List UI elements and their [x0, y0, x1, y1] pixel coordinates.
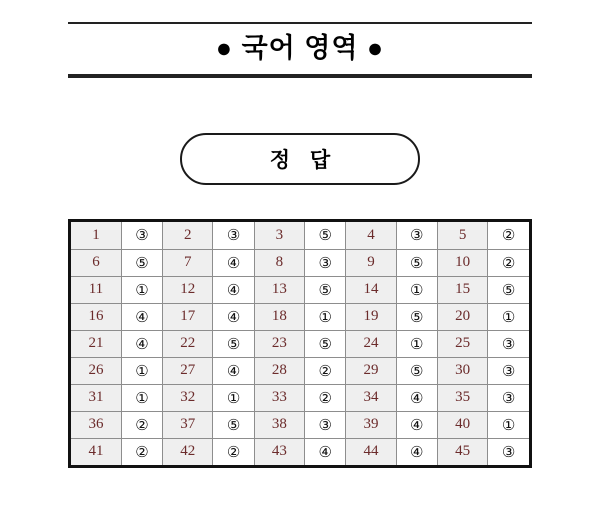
question-number-cell: 16 — [71, 303, 121, 330]
answer-value-cell: ④ — [213, 303, 254, 330]
table-row — [71, 330, 529, 357]
answer-value-cell: ⑤ — [213, 411, 254, 438]
answer-value-cell: ⑤ — [305, 330, 346, 357]
answer-value-cell: ③ — [121, 222, 162, 249]
question-number-cell: 20 — [437, 303, 487, 330]
header — [68, 22, 532, 78]
question-number-cell: 5 — [437, 222, 487, 249]
answer-key-label: 정 답 — [269, 149, 338, 172]
question-number-cell: 40 — [437, 411, 487, 438]
answer-value-cell: ④ — [213, 276, 254, 303]
question-number-cell: 35 — [437, 384, 487, 411]
answer-value-cell: ⑤ — [121, 249, 162, 276]
answer-value-cell: ② — [488, 249, 529, 276]
question-number-cell: 13 — [254, 276, 304, 303]
question-number-cell: 15 — [437, 276, 487, 303]
table-row — [71, 411, 529, 438]
question-number-cell: 14 — [346, 276, 396, 303]
question-number-cell: 4 — [346, 222, 396, 249]
answer-value-cell: ③ — [213, 222, 254, 249]
answer-value-cell: ② — [213, 438, 254, 465]
answer-value-cell: ① — [121, 276, 162, 303]
table-row — [71, 303, 529, 330]
table-row — [71, 249, 529, 276]
page-title: ● 국어 영역 ● — [215, 33, 385, 63]
question-number-cell: 45 — [437, 438, 487, 465]
question-number-cell: 25 — [437, 330, 487, 357]
table-row — [71, 438, 529, 465]
question-number-cell: 18 — [254, 303, 304, 330]
question-number-cell: 1 — [71, 222, 121, 249]
table-row — [71, 384, 529, 411]
question-number-cell: 2 — [163, 222, 213, 249]
table-row — [71, 276, 529, 303]
answer-value-cell: ① — [305, 303, 346, 330]
header-bottom-rule — [68, 74, 532, 78]
question-number-cell: 3 — [254, 222, 304, 249]
question-number-cell: 11 — [71, 276, 121, 303]
answer-value-cell: ② — [121, 438, 162, 465]
question-number-cell: 21 — [71, 330, 121, 357]
answer-value-cell: ⑤ — [305, 276, 346, 303]
answer-value-cell: ⑤ — [488, 276, 529, 303]
answer-value-cell: ④ — [213, 357, 254, 384]
question-number-cell: 9 — [346, 249, 396, 276]
answer-value-cell: ② — [305, 357, 346, 384]
answer-value-cell: ③ — [488, 438, 529, 465]
answer-value-cell: ④ — [121, 330, 162, 357]
answer-table-body — [71, 222, 529, 465]
question-number-cell: 19 — [346, 303, 396, 330]
answer-value-cell: ⑤ — [396, 303, 437, 330]
question-number-cell: 26 — [71, 357, 121, 384]
question-number-cell: 37 — [163, 411, 213, 438]
question-number-cell: 6 — [71, 249, 121, 276]
answer-value-cell: ③ — [488, 384, 529, 411]
answer-value-cell: ② — [488, 222, 529, 249]
answer-key-badge — [180, 133, 420, 185]
answer-value-cell: ① — [488, 303, 529, 330]
answer-value-cell: ① — [121, 357, 162, 384]
question-number-cell: 28 — [254, 357, 304, 384]
question-number-cell: 17 — [163, 303, 213, 330]
answer-value-cell: ① — [488, 411, 529, 438]
answer-value-cell: ⑤ — [213, 330, 254, 357]
table-row — [71, 222, 529, 249]
question-number-cell: 36 — [71, 411, 121, 438]
question-number-cell: 8 — [254, 249, 304, 276]
answer-value-cell: ① — [396, 330, 437, 357]
answer-value-cell: ② — [121, 411, 162, 438]
answer-value-cell: ④ — [213, 249, 254, 276]
question-number-cell: 38 — [254, 411, 304, 438]
question-number-cell: 24 — [346, 330, 396, 357]
question-number-cell: 41 — [71, 438, 121, 465]
question-number-cell: 32 — [163, 384, 213, 411]
answer-value-cell: ③ — [488, 357, 529, 384]
answer-value-cell: ⑤ — [396, 249, 437, 276]
question-number-cell: 34 — [346, 384, 396, 411]
question-number-cell: 22 — [163, 330, 213, 357]
question-number-cell: 42 — [163, 438, 213, 465]
question-number-cell: 10 — [437, 249, 487, 276]
question-number-cell: 31 — [71, 384, 121, 411]
answer-value-cell: ④ — [121, 303, 162, 330]
question-number-cell: 39 — [346, 411, 396, 438]
answer-value-cell: ① — [396, 276, 437, 303]
answer-value-cell: ④ — [305, 438, 346, 465]
answer-value-cell: ④ — [396, 384, 437, 411]
answer-value-cell: ⑤ — [396, 357, 437, 384]
question-number-cell: 12 — [163, 276, 213, 303]
question-number-cell: 43 — [254, 438, 304, 465]
answer-value-cell: ③ — [305, 249, 346, 276]
answer-table — [71, 222, 529, 465]
answer-value-cell: ① — [213, 384, 254, 411]
question-number-cell: 27 — [163, 357, 213, 384]
question-number-cell: 44 — [346, 438, 396, 465]
question-number-cell: 30 — [437, 357, 487, 384]
answer-value-cell: ③ — [488, 330, 529, 357]
answer-value-cell: ⑤ — [305, 222, 346, 249]
answer-value-cell: ④ — [396, 411, 437, 438]
answer-value-cell: ④ — [396, 438, 437, 465]
answer-value-cell: ① — [121, 384, 162, 411]
question-number-cell: 33 — [254, 384, 304, 411]
question-number-cell: 7 — [163, 249, 213, 276]
answer-value-cell: ② — [305, 384, 346, 411]
answer-table-container — [68, 219, 532, 468]
answer-value-cell: ③ — [396, 222, 437, 249]
table-row — [71, 357, 529, 384]
question-number-cell: 29 — [346, 357, 396, 384]
question-number-cell: 23 — [254, 330, 304, 357]
answer-value-cell: ③ — [305, 411, 346, 438]
